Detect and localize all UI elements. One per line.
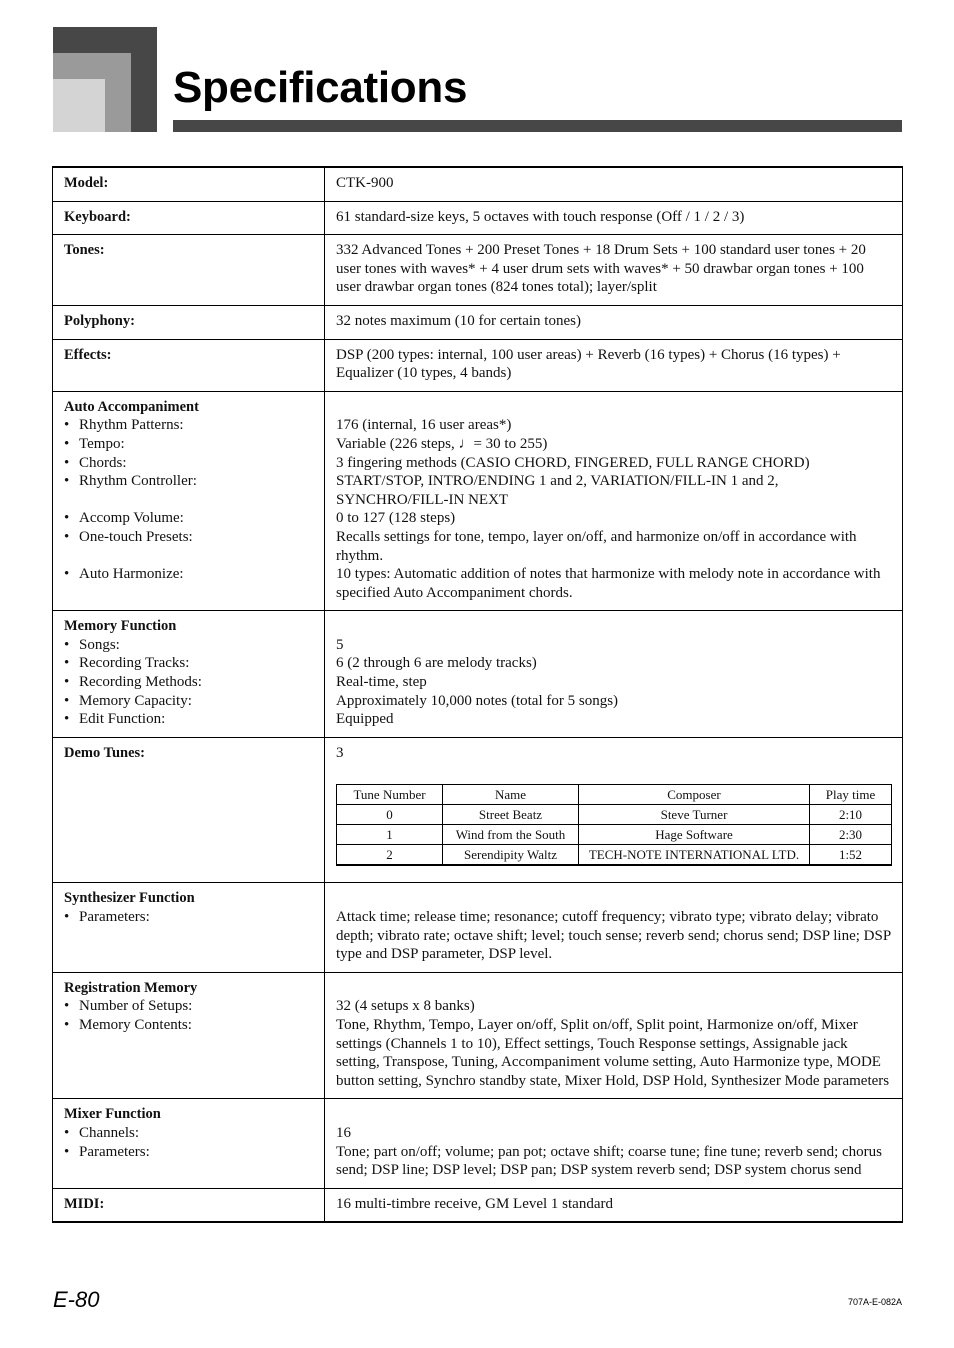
sub-label: One-touch Presets: (79, 528, 193, 545)
bullet-icon: • (64, 566, 70, 583)
spec-row-midi (53, 1188, 903, 1222)
spec-value: 3 fingering methods (CASIO CHORD, FINGERED, FULL RANGE CHORD) (336, 454, 810, 471)
spec-row-demo-tunes (53, 737, 903, 883)
demo-tunes-header-row (337, 785, 892, 805)
specifications-table (52, 166, 903, 1223)
table-row (337, 805, 892, 825)
sub-label: Chords: (79, 454, 127, 471)
spec-row-model (53, 167, 903, 201)
spec-label: Memory Function (64, 618, 177, 635)
spec-row-effects (53, 339, 903, 391)
spec-value: 16 (336, 1124, 351, 1141)
spec-row-memory-function (53, 611, 903, 738)
page-number: E-80 (53, 1287, 100, 1312)
table-cell: 1:52 (810, 845, 892, 866)
spec-value: START/STOP, INTRO/ENDING 1 and 2, VARIATION/FILL-IN 1 and 2, SYNCHRO/FILL-IN NEXT (336, 473, 779, 508)
spec-value: 0 to 127 (128 steps) (336, 510, 456, 527)
spec-row-tones (53, 235, 903, 306)
bullet-icon: • (64, 998, 70, 1015)
table-cell: 1 (337, 825, 443, 845)
sub-label: Recording Methods: (79, 674, 202, 691)
spec-value: 10 types: Automatic addition of notes that harmonize with melody note in accordance with specified Auto Accompaniment chords. (336, 566, 881, 601)
spec-label: Keyboard: (64, 208, 131, 225)
spec-value: Attack time; release time; resonance; cutoff frequency; vibrato type; vibrato delay; vibrato depth; vibrato rate; octave shift; level; touch sense; reverb send; chorus send; DSP line; DSP type and DSP parameter, DSP level. (336, 909, 891, 963)
bullet-icon: • (64, 674, 70, 691)
spec-row-keyboard (53, 201, 903, 235)
spec-row-mixer-function (53, 1099, 903, 1188)
bullet-icon: • (64, 528, 70, 545)
bullet-icon: • (64, 473, 70, 490)
spec-value: Equipped (336, 711, 394, 728)
sub-label: Memory Capacity: (79, 692, 192, 709)
spec-value: Recalls settings for tone, tempo, layer on/off, and harmonize on/off in accordance with rhythm. (336, 528, 857, 564)
sub-label: Rhythm Controller: (79, 473, 197, 490)
sub-label: Edit Function: (79, 711, 166, 728)
bullet-icon: • (64, 1017, 70, 1033)
bullet-icon: • (64, 1124, 70, 1141)
spec-label: Auto Accompaniment (64, 398, 199, 415)
table-cell: TECH-NOTE INTERNATIONAL LTD. (579, 845, 810, 866)
spec-value: Variable (226 steps, ♩= 30 to 255) (336, 435, 548, 452)
bullet-icon: • (64, 417, 70, 434)
sub-label: Parameters: (79, 1143, 150, 1160)
spec-value: 332 Advanced Tones + 200 Preset Tones + 18 Drum Sets + 100 standard user tones + 20 user tones with waves* + 4 user drum sets with waves* + 50 drawbar organ tones + 100 user drawbar organ tones (824 tones total); layer/split (336, 242, 866, 296)
table-row (337, 845, 892, 866)
spec-value: 61 standard-size keys, 5 octaves with touch response (Off / 1 / 2 / 3) (336, 208, 745, 225)
spec-value: DSP (200 types: internal, 100 user areas) + Reverb (16 types) + Chorus (16 types) + Equalizer (10 types, 4 bands) (336, 346, 841, 382)
spec-row-polyphony (53, 305, 903, 339)
spec-value: 6 (2 through 6 are melody tracks) (336, 655, 537, 672)
table-cell: Street Beatz (443, 805, 579, 825)
spec-label: Effects: (64, 346, 112, 363)
title-underline-bar (173, 120, 902, 132)
sub-label: Rhythm Patterns: (79, 417, 184, 434)
spec-value: 3 (336, 744, 344, 761)
document-code: 707A-E-082A (847, 1297, 902, 1307)
spec-value: Tone, Rhythm, Tempo, Layer on/off, Split on/off, Split point, Harmonize on/off, Mixer settings (Channels 1 to 10), Effect settings, Touch Response settings, Assignable jack setting, Transpose, Tuning, Accompaniment volume setting, Auto Harmonize type, MODE button setting, Synchro standby state, Mixer Hold, DSP Hold, Synthesizer Mode parameters (336, 1017, 890, 1089)
bullet-icon: • (64, 510, 70, 527)
spec-label: Tones: (64, 242, 105, 259)
spec-value: 16 multi-timbre receive, GM Level 1 standard (336, 1195, 613, 1212)
spec-label: Model: (64, 175, 109, 191)
sub-label: Memory Contents: (79, 1017, 192, 1033)
bullet-icon: • (64, 435, 70, 452)
table-cell: 2 (337, 845, 443, 866)
bullet-icon: • (64, 909, 70, 926)
sub-label: Tempo: (79, 435, 125, 452)
header-decoration-light (53, 79, 105, 132)
spec-value: Approximately 10,000 notes (total for 5 songs) (336, 692, 619, 709)
spec-row-auto-accompaniment (53, 391, 903, 611)
spec-value: CTK-900 (336, 175, 394, 191)
bullet-icon: • (64, 1143, 70, 1160)
table-cell: Hage Software (579, 825, 810, 845)
spec-row-synthesizer-function (53, 883, 903, 972)
spec-value: Tone; part on/off; volume; pan pot; octave shift; coarse tune; fine tune; reverb send; chorus send; DSP line; DSP level; DSP pan; DSP system reverb send; DSP system chorus send (336, 1143, 883, 1179)
spec-label: MIDI: (64, 1195, 105, 1212)
spec-value: 32 (4 setups x 8 banks) (336, 998, 475, 1015)
bullet-icon: • (64, 655, 70, 672)
column-header: Play time (810, 785, 892, 805)
sub-label: Recording Tracks: (79, 655, 190, 672)
spec-value: 176 (internal, 16 user areas*) (336, 417, 512, 434)
table-cell: Steve Turner (579, 805, 810, 825)
sub-label: Channels: (79, 1124, 139, 1141)
spec-label: Synthesizer Function (64, 890, 195, 907)
spec-label: Registration Memory (64, 979, 198, 996)
spec-value: 32 notes maximum (10 for certain tones) (336, 312, 581, 329)
sub-label: Parameters: (79, 909, 150, 926)
spec-value: Real-time, step (336, 674, 427, 691)
sub-label: Number of Setups: (79, 998, 193, 1015)
sub-label: Accomp Volume: (79, 510, 184, 527)
table-cell: 2:30 (810, 825, 892, 845)
spec-value: 5 (336, 636, 344, 653)
table-row (337, 825, 892, 845)
demo-tunes-table (336, 784, 892, 866)
column-header: Tune Number (337, 785, 443, 805)
sub-label: Songs: (79, 636, 120, 653)
bullet-icon: • (64, 636, 70, 653)
table-cell: 2:10 (810, 805, 892, 825)
spec-label: Demo Tunes: (64, 744, 145, 761)
bullet-icon: • (64, 711, 70, 728)
page-title: Specifications (173, 63, 468, 112)
table-cell: 0 (337, 805, 443, 825)
column-header: Composer (579, 785, 810, 805)
column-header: Name (443, 785, 579, 805)
spec-label: Mixer Function (64, 1106, 161, 1123)
spec-row-registration-memory (53, 972, 903, 1099)
spec-label: Polyphony: (64, 312, 135, 329)
bullet-icon: • (64, 454, 70, 471)
bullet-icon: • (64, 692, 70, 709)
table-cell: Wind from the South (443, 825, 579, 845)
table-cell: Serendipity Waltz (443, 845, 579, 866)
sub-label: Auto Harmonize: (79, 566, 184, 583)
